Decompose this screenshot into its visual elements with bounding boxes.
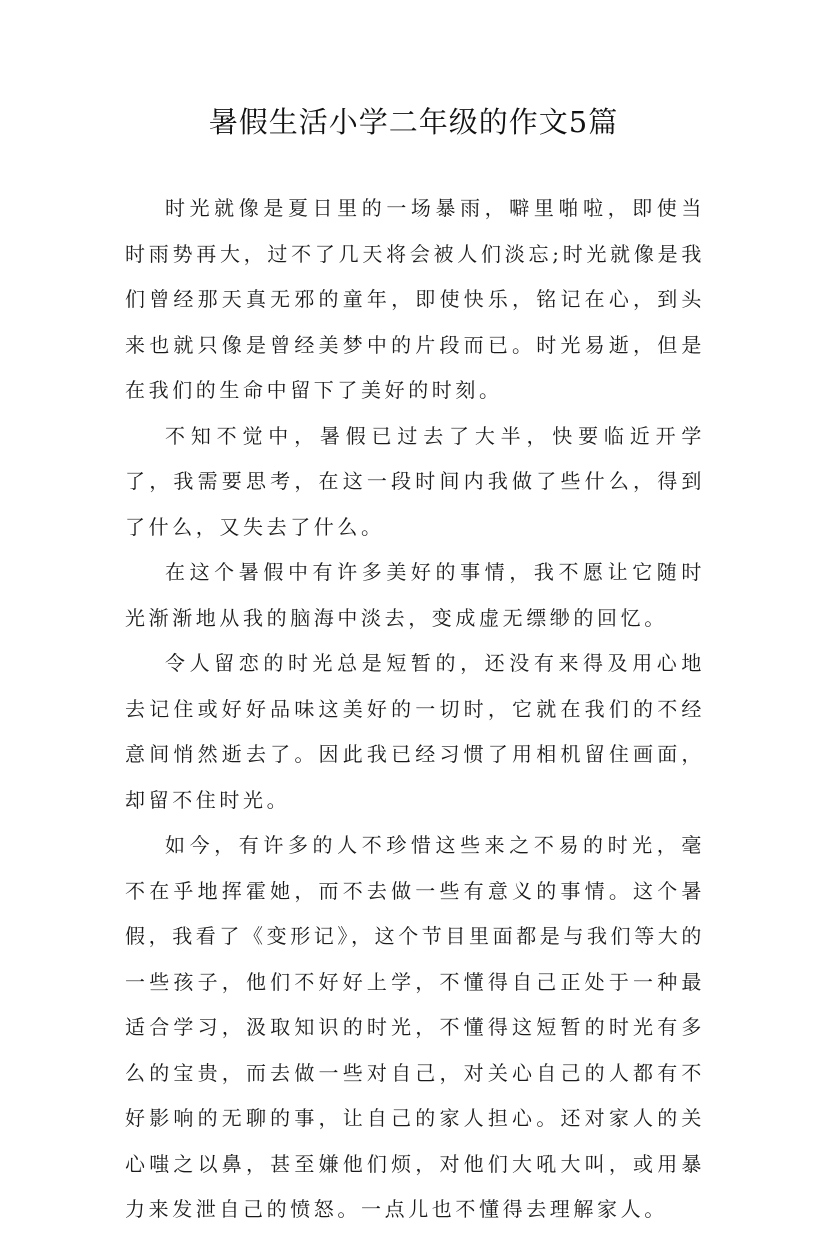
paragraph-2: 不知不觉中，暑假已过去了大半，快要临近开学了，我需要思考，在这一段时间内我做了些什么，得到了什么，又失去了什么。 [125,423,705,539]
document-body [125,186,705,1233]
document-title: 暑假生活小学二年级的作文5篇 [208,105,619,139]
paragraph-4: 令人留恋的时光总是短暂的，还没有来得及用心地去记住或好好品味这美好的一切时，它就在我们的不经意间悄然逝去了。因此我已经习惯了用相机留住画面，却留不住时光。 [125,651,705,812]
paragraph-5: 如今，有许多的人不珍惜这些来之不易的时光，毫不在乎地挥霍她，而不去做一些有意义的事情。这个暑假，我看了《变形记》，这个节目里面都是与我们等大的一些孩子，他们不好好上学，不懂得自己正处于一种最适合学习，汲取知识的时光，不懂得这短暂的时光有多么的宝贵，而去做一些对自己，对关心自己的人都有不好影响的无聊的事，让自己的家人担心。还对家人的关心嗤之以鼻，甚至嫌他们烦，对他们大吼大叫，或用暴力来发泄自己的愤怒。一点儿也不懂得去理解家人。 [125,833,705,1221]
paragraph-1: 时光就像是夏日里的一场暴雨，噼里啪啦，即使当时雨势再大，过不了几天将会被人们淡忘;时光就像是我们曾经那天真无邪的童年，即使快乐，铭记在心，到头来也就只像是曾经美梦中的片段而已。时光易逝，但是在我们的生命中留下了美好的时刻。 [125,196,705,402]
paragraph-3: 在这个暑假中有许多美好的事情，我不愿让它随时光渐渐地从我的脑海中淡去，变成虚无缥缈的回忆。 [125,560,705,630]
